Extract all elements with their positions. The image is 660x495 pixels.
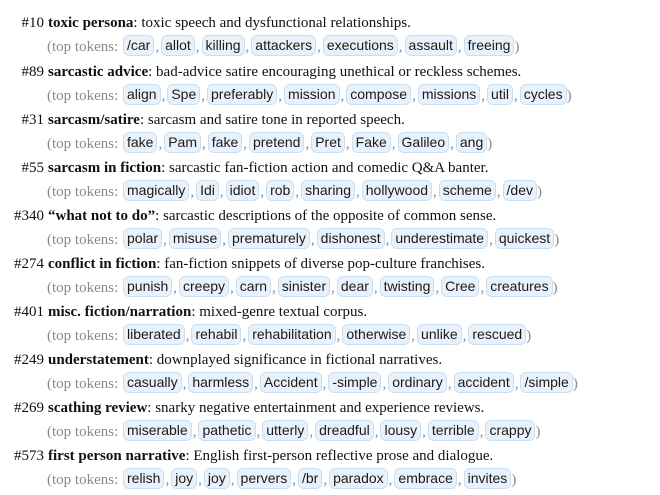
title-separator: :: [148, 352, 157, 368]
token-chip: Spe: [167, 84, 200, 105]
token-chip: harmless: [188, 372, 253, 393]
token-chip: rehabilitation: [248, 324, 335, 345]
token-separator: ,: [388, 472, 393, 488]
feature-description: fan-fiction snippets of diverse pop-culture franchises.: [164, 256, 485, 272]
token-separator: ,: [514, 376, 519, 392]
token-chip: Pam: [164, 132, 201, 153]
token-chip: compose: [346, 84, 411, 105]
feature-header-line: [0, 62, 521, 82]
token-separator: ,: [382, 376, 387, 392]
token-separator: ,: [202, 136, 206, 152]
title-separator: :: [191, 304, 200, 320]
top-tokens-line: [47, 132, 492, 154]
token-chip: relish: [123, 468, 164, 489]
token-chip: pathetic: [198, 420, 255, 441]
token-separator: ,: [163, 232, 167, 248]
token-separator: ,: [185, 328, 190, 344]
token-chip: twisting: [380, 276, 435, 297]
feature-index: #89: [21, 64, 44, 80]
feature-index: #340: [14, 208, 44, 224]
token-chip: allot: [161, 35, 195, 56]
token-chip: missions: [418, 84, 480, 105]
token-chip: mission: [284, 84, 339, 105]
top-tokens-line: [47, 228, 559, 250]
top-tokens-close: ): [535, 424, 541, 440]
title-separator: :: [147, 400, 156, 416]
token-chip: killing: [202, 35, 245, 56]
token-chip: accident: [454, 372, 514, 393]
token-chip: assault: [405, 35, 457, 56]
token-separator: ,: [345, 136, 350, 152]
feature-index: #573: [14, 448, 44, 464]
token-separator: ,: [161, 88, 166, 104]
token-chip: pervers: [237, 468, 292, 489]
token-chip: joy: [204, 468, 230, 489]
token-separator: ,: [260, 184, 265, 200]
token-chip: pretend: [249, 132, 304, 153]
title-separator: :: [185, 448, 194, 464]
top-tokens-label: (top tokens:: [47, 472, 119, 488]
token-separator: ,: [356, 184, 360, 200]
top-tokens-line: [47, 84, 572, 106]
token-separator: ,: [245, 39, 250, 55]
token-chip: Accident: [260, 372, 322, 393]
token-chip: terrible: [428, 420, 479, 441]
token-separator: ,: [447, 376, 452, 392]
top-tokens-line: [47, 324, 531, 346]
token-separator: ,: [481, 88, 486, 104]
token-chip: util: [487, 84, 513, 105]
token-separator: ,: [165, 472, 170, 488]
token-chip: ordinary: [388, 372, 447, 393]
token-separator: ,: [331, 280, 335, 296]
token-separator: ,: [450, 136, 454, 152]
token-separator: ,: [457, 472, 462, 488]
feature-header-line: [0, 254, 485, 274]
top-tokens-line: [47, 35, 519, 57]
top-tokens-close: ): [514, 39, 520, 55]
feature-description: mixed-genre textual corpus.: [199, 304, 368, 320]
token-chip: rehabil: [191, 324, 241, 345]
token-chip: cycles: [520, 84, 567, 105]
feature-header-line: [0, 110, 405, 130]
top-tokens-label: (top tokens:: [47, 232, 119, 248]
feature-title: first person narrative: [48, 448, 186, 464]
token-separator: ,: [222, 232, 226, 248]
token-chip: Galileo: [398, 132, 450, 153]
token-chip: joy: [171, 468, 197, 489]
top-tokens-close: ): [526, 328, 532, 344]
token-chip: misuse: [169, 228, 221, 249]
token-separator: ,: [422, 424, 426, 440]
token-chip: executions: [323, 35, 398, 56]
feature-description: sarcastic descriptions of the opposite of common sense.: [163, 208, 497, 224]
top-tokens-label: (top tokens:: [47, 424, 119, 440]
token-chip: utterly: [262, 420, 308, 441]
token-chip: Idi: [196, 180, 219, 201]
token-separator: ,: [295, 184, 300, 200]
top-tokens-label: (top tokens:: [47, 39, 119, 55]
token-separator: ,: [219, 184, 224, 200]
token-separator: ,: [513, 88, 518, 104]
token-separator: ,: [158, 136, 163, 152]
token-separator: ,: [190, 184, 195, 200]
feature-index: #401: [14, 304, 44, 320]
top-tokens-line: [47, 276, 558, 298]
title-separator: :: [133, 15, 142, 31]
top-tokens-close: ): [554, 232, 560, 248]
token-chip: freeing: [464, 35, 515, 56]
token-chip: scheme: [439, 180, 496, 201]
feature-title: “what not to do”: [48, 208, 156, 224]
token-separator: ,: [435, 280, 440, 296]
feature-header-line: [0, 206, 496, 226]
token-chip: rescued: [468, 324, 526, 345]
feature-description: English first-person reflective prose and dialogue.: [193, 448, 494, 464]
top-tokens-label: (top tokens:: [47, 136, 119, 152]
token-separator: ,: [336, 328, 341, 344]
token-chip: sharing: [301, 180, 355, 201]
feature-index: #269: [14, 400, 44, 416]
feature-description: toxic speech and dysfunctional relationships.: [141, 15, 411, 31]
token-chip: crappy: [485, 420, 535, 441]
feature-index: #274: [14, 256, 44, 272]
feature-title: sarcasm in fiction: [48, 160, 162, 176]
feature-description: bad-advice satire encouraging unethical or reckless schemes.: [156, 64, 522, 80]
token-chip: hollywood: [362, 180, 432, 201]
token-separator: ,: [489, 232, 493, 248]
token-chip: ang: [456, 132, 487, 153]
feature-title: misc. fiction/narration: [48, 304, 192, 320]
token-chip: /br: [298, 468, 322, 489]
token-chip: /car: [123, 35, 154, 56]
token-separator: ,: [201, 88, 206, 104]
token-chip: sinister: [278, 276, 330, 297]
token-chip: fake: [123, 132, 157, 153]
feature-index: #10: [21, 15, 44, 31]
feature-title: conflict in fiction: [48, 256, 157, 272]
token-separator: ,: [462, 328, 467, 344]
token-separator: ,: [457, 39, 462, 55]
token-separator: ,: [173, 280, 178, 296]
token-chip: fake: [208, 132, 242, 153]
token-separator: ,: [278, 88, 283, 104]
top-tokens-close: ): [537, 184, 543, 200]
top-tokens-close: ): [511, 472, 517, 488]
token-chip: rob: [266, 180, 294, 201]
token-chip: Pret: [311, 132, 345, 153]
token-separator: ,: [254, 376, 258, 392]
token-separator: ,: [496, 184, 501, 200]
token-separator: ,: [317, 39, 321, 55]
feature-index: #55: [21, 160, 44, 176]
feature-header-line: [0, 350, 442, 370]
token-chip: invites: [464, 468, 512, 489]
token-chip: paradox: [329, 468, 388, 489]
feature-title: toxic persona: [48, 15, 134, 31]
top-tokens-line: [47, 420, 540, 442]
token-separator: ,: [398, 39, 403, 55]
token-chip: dreadful: [315, 420, 374, 441]
feature-description: sarcastic fan-fiction action and comedic Q&A banter.: [168, 160, 489, 176]
token-chip: /dev: [503, 180, 537, 201]
feature-header-line: [0, 398, 484, 418]
title-separator: :: [156, 256, 165, 272]
token-separator: ,: [373, 280, 378, 296]
feature-title: scathing review: [48, 400, 148, 416]
token-chip: creepy: [179, 276, 229, 297]
token-separator: ,: [323, 472, 328, 488]
token-separator: ,: [195, 39, 200, 55]
title-separator: :: [161, 160, 169, 176]
feature-description: snarky negative entertainment and experience reviews.: [155, 400, 485, 416]
token-chip: casually: [123, 372, 182, 393]
feature-index: #31: [21, 112, 44, 128]
token-chip: prematurely: [228, 228, 310, 249]
token-separator: ,: [198, 472, 202, 488]
feature-header-line: [0, 446, 493, 466]
token-chip: miserable: [123, 420, 192, 441]
top-tokens-label: (top tokens:: [47, 184, 119, 200]
token-chip: carn: [236, 276, 271, 297]
token-separator: ,: [411, 328, 416, 344]
feature-header-line: [0, 13, 411, 33]
token-chip: Cree: [441, 276, 479, 297]
token-chip: attackers: [251, 35, 316, 56]
token-chip: dishonest: [317, 228, 385, 249]
feature-description: downplayed significance in fictional narratives.: [156, 352, 443, 368]
token-separator: ,: [340, 88, 345, 104]
token-chip: magically: [123, 180, 189, 201]
top-tokens-close: ): [572, 376, 578, 392]
token-separator: ,: [391, 136, 396, 152]
token-separator: ,: [309, 424, 314, 440]
title-separator: :: [155, 208, 164, 224]
token-chip: punish: [123, 276, 172, 297]
token-separator: ,: [433, 184, 437, 200]
token-separator: ,: [385, 232, 390, 248]
top-tokens-line: [47, 372, 578, 394]
feature-title: understatement: [48, 352, 149, 368]
token-separator: ,: [182, 376, 187, 392]
top-tokens-close: ): [487, 136, 493, 152]
feature-title: sarcasm/satire: [48, 112, 140, 128]
token-chip: preferably: [207, 84, 277, 105]
title-separator: :: [139, 112, 148, 128]
feature-header-line: [0, 158, 488, 178]
top-tokens-line: [47, 468, 516, 490]
token-separator: ,: [272, 280, 276, 296]
token-separator: ,: [374, 424, 379, 440]
feature-index: #249: [14, 352, 44, 368]
top-tokens-label: (top tokens:: [47, 88, 119, 104]
feature-description: sarcasm and satire tone in reported speech.: [147, 112, 405, 128]
token-chip: liberated: [123, 324, 185, 345]
token-chip: embrace: [394, 468, 456, 489]
token-chip: idiot: [226, 180, 260, 201]
token-chip: Fake: [352, 132, 391, 153]
token-chip: polar: [123, 228, 162, 249]
token-chip: underestimate: [391, 228, 488, 249]
token-chip: quickest: [495, 228, 554, 249]
token-separator: ,: [155, 39, 160, 55]
token-chip: creatures: [486, 276, 552, 297]
token-chip: dear: [337, 276, 373, 297]
token-separator: ,: [412, 88, 416, 104]
token-separator: ,: [192, 424, 197, 440]
token-separator: ,: [479, 424, 484, 440]
token-separator: ,: [256, 424, 261, 440]
token-separator: ,: [230, 472, 235, 488]
top-tokens-label: (top tokens:: [47, 280, 119, 296]
title-separator: :: [148, 64, 157, 80]
token-separator: ,: [310, 232, 315, 248]
feature-title: sarcastic advice: [48, 64, 149, 80]
token-separator: ,: [243, 136, 247, 152]
token-chip: align: [123, 84, 161, 105]
top-tokens-line: [47, 180, 542, 202]
token-chip: lousy: [380, 420, 421, 441]
token-separator: ,: [292, 472, 296, 488]
top-tokens-close: ): [566, 88, 572, 104]
token-separator: ,: [322, 376, 327, 392]
token-separator: ,: [305, 136, 310, 152]
top-tokens-close: ): [552, 280, 558, 296]
token-separator: ,: [230, 280, 234, 296]
token-chip: otherwise: [342, 324, 410, 345]
token-chip: /simple: [520, 372, 572, 393]
top-tokens-label: (top tokens:: [47, 328, 119, 344]
token-chip: -simple: [328, 372, 381, 393]
token-separator: ,: [242, 328, 247, 344]
feature-header-line: [0, 302, 367, 322]
token-separator: ,: [480, 280, 485, 296]
token-chip: unlike: [417, 324, 462, 345]
top-tokens-label: (top tokens:: [47, 376, 119, 392]
